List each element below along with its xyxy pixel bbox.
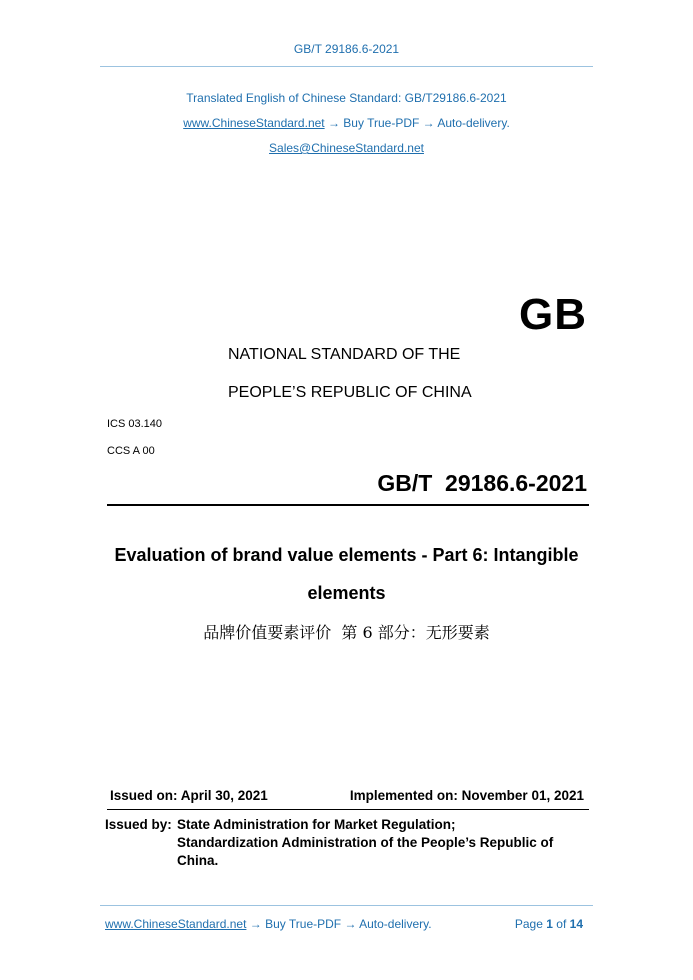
page-current: 1 — [546, 917, 553, 931]
page-header-code: GB/T 29186.6-2021 — [293, 42, 400, 56]
national-standard-line2: PEOPLE’S REPUBLIC OF CHINA — [228, 384, 472, 401]
website-link[interactable]: www.ChineseStandard.net — [183, 116, 325, 130]
issuer-line2: Standardization Administration of the People’s Republic of — [177, 835, 554, 850]
standard-number: GB/T 29186.6-2021 — [377, 470, 587, 496]
issuer-line3: China. — [177, 853, 219, 868]
title-english-line2: elements — [307, 583, 386, 603]
issued-on-date: Issued on: April 30, 2021 — [110, 788, 268, 803]
page-label: Page — [514, 917, 543, 931]
implemented-on-date: Implemented on: November 01, 2021 — [349, 788, 584, 803]
standard-number-divider — [107, 504, 589, 506]
purchase-notice-text: → Buy True-PDF → Auto-delivery. — [324, 116, 510, 130]
email-line — [0, 141, 693, 155]
title-english-line1: Evaluation of brand value elements - Part 6: Intangible — [114, 545, 579, 565]
ics-code: ICS 03.140 — [107, 418, 163, 430]
issuer-line1: State Administration for Market Regulation; — [177, 817, 456, 832]
translation-notice: Translated English of Chinese Standard: GB/T29186.6-2021 — [186, 91, 507, 105]
footer-divider — [100, 905, 593, 906]
national-standard-line1: NATIONAL STANDARD OF THE — [228, 346, 461, 363]
footer-purchase-text: → Buy True-PDF → Auto-delivery. — [246, 917, 432, 931]
footer-website-link[interactable]: www.ChineseStandard.net — [105, 917, 247, 931]
ccs-code: CCS A 00 — [107, 445, 155, 457]
footer-purchase-notice — [105, 917, 432, 931]
sales-email-link[interactable]: Sales@ChineseStandard.net — [269, 141, 424, 155]
header-divider — [100, 66, 593, 67]
title-chinese: 品牌价值要素评价 第 6 部分：无形要素 — [203, 623, 490, 642]
gb-mark: GB — [519, 290, 587, 339]
purchase-notice — [0, 116, 693, 130]
dates-divider — [107, 809, 589, 810]
page-of-label: of — [556, 917, 567, 931]
issued-by-label: Issued by: — [105, 817, 172, 832]
page-total: 14 — [569, 917, 583, 931]
page-indicator — [515, 917, 583, 931]
